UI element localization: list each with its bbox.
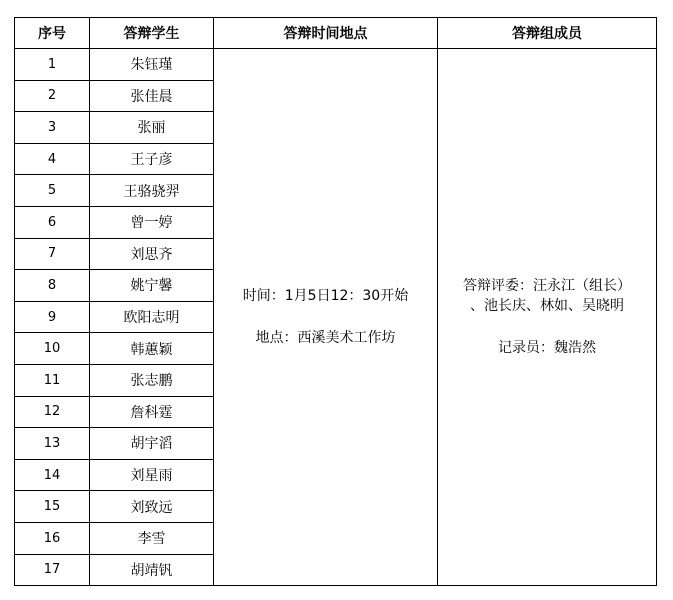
defense-time: 时间：1月5日12：30开始 [242,288,409,305]
time-place-cell [214,49,438,586]
student-name-cell: 曾一婷 [90,206,214,238]
student-number-cell: 16 [15,522,90,554]
student-number-cell: 6 [15,206,90,238]
student-number-cell: 13 [15,428,90,460]
student-name-cell: 欧阳志明 [90,301,214,333]
student-number-cell: 12 [15,396,90,428]
student-rows [15,49,657,586]
student-name-cell: 张丽 [90,112,214,144]
defense-schedule-table [14,17,657,586]
student-name-cell: 胡靖钒 [90,554,214,586]
student-name-cell: 刘思齐 [90,238,214,270]
recorder: 记录员：魏浩然 [498,340,596,357]
defense-place: 地点：西溪美术工作坊 [255,330,396,347]
header-time-place: 答辩时间地点 [214,18,438,49]
spacer [438,316,656,338]
student-number-cell: 7 [15,238,90,270]
student-number-cell: 15 [15,491,90,523]
student-name-cell: 胡宇滔 [90,428,214,460]
header-number: 序号 [15,18,90,49]
panel-members-cell [438,49,657,586]
student-name-cell: 姚宁馨 [90,270,214,302]
student-name-cell: 张志鹏 [90,364,214,396]
student-name-cell: 刘致远 [90,491,214,523]
student-name-cell: 王子彦 [90,143,214,175]
student-name-cell: 张佳晨 [90,80,214,112]
student-number-cell: 1 [15,49,90,81]
student-name-cell: 韩蕙颖 [90,333,214,365]
header-row [15,18,657,49]
student-number-cell: 4 [15,143,90,175]
student-number-cell: 10 [15,333,90,365]
student-number-cell: 17 [15,554,90,586]
student-name-cell: 詹科霆 [90,396,214,428]
judges-line-2: 、池长庆、林如、吴晓明 [470,298,624,315]
student-number-cell: 14 [15,459,90,491]
table-row [15,49,657,81]
student-name-cell: 王骆骁羿 [90,175,214,207]
student-number-cell: 11 [15,364,90,396]
student-name-cell: 李雪 [90,522,214,554]
student-name-cell: 刘星雨 [90,459,214,491]
spacer [214,306,437,328]
student-number-cell: 3 [15,112,90,144]
judges-line-1: 答辩评委：汪永江（组长） [463,278,631,295]
student-number-cell: 2 [15,80,90,112]
student-number-cell: 8 [15,270,90,302]
header-student: 答辩学生 [90,18,214,49]
student-name-cell: 朱钰瑾 [90,49,214,81]
student-number-cell: 9 [15,301,90,333]
schedule-table-wrapper [14,17,657,586]
student-number-cell: 5 [15,175,90,207]
header-members: 答辩组成员 [438,18,657,49]
